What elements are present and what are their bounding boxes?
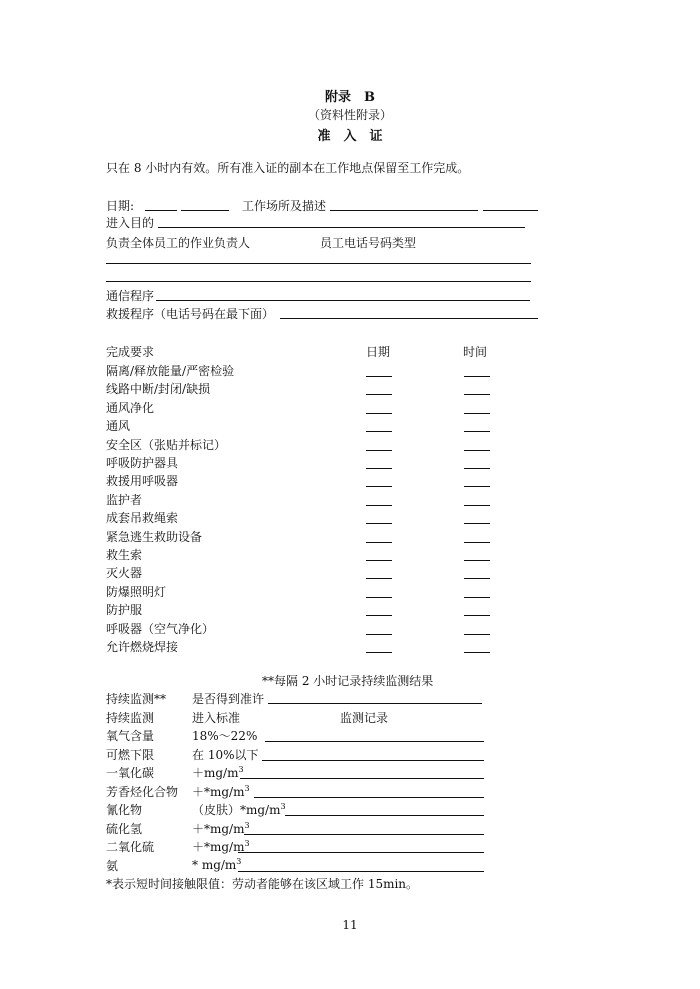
requirement-time-field[interactable] [464, 560, 490, 561]
monitoring-record-field[interactable] [254, 797, 484, 798]
requirement-time-field[interactable] [464, 542, 490, 543]
requirement-item: 通风净化 [106, 400, 155, 415]
permission-field[interactable] [268, 703, 482, 704]
requirement-time-field[interactable] [464, 413, 490, 414]
requirement-date-field[interactable] [366, 468, 392, 469]
requirement-item: 允许燃烧焊接 [106, 640, 179, 654]
monitoring-item-standard [192, 801, 286, 818]
monitoring-item-label: 一氧化碳 [106, 766, 155, 780]
page-number: 11 [342, 918, 358, 932]
monitoring-item-label: 氨 [106, 858, 119, 873]
requirement-date-field[interactable] [366, 394, 392, 395]
rescue-label: 救援程序（电话号码在最下面） [106, 307, 275, 321]
workplace-field[interactable] [330, 210, 478, 211]
requirement-time-field[interactable] [464, 597, 490, 598]
monitoring-item-standard [192, 820, 250, 837]
requirement-date-field[interactable] [366, 615, 392, 616]
workplace-field-2[interactable] [483, 210, 538, 211]
requirement-time-field[interactable] [464, 394, 490, 395]
standard-value: （皮肤）*mg/m [192, 803, 281, 817]
monitoring-record-field[interactable] [238, 871, 484, 872]
leader-label: 负责全体员工的作业负责人 [106, 236, 251, 250]
standard-value: 在 10%以下 [192, 747, 259, 762]
requirement-date-field[interactable] [366, 560, 392, 561]
leader-field[interactable] [106, 263, 531, 264]
requirement-time-field[interactable] [464, 615, 490, 616]
monitoring-item-label: 氧气含量 [106, 729, 155, 743]
monitoring-item-standard [192, 857, 241, 872]
comm-field[interactable] [156, 300, 530, 301]
comm-label: 通信程序 [106, 289, 155, 303]
requirement-time-field[interactable] [464, 634, 490, 635]
monitoring-record-field[interactable] [244, 834, 484, 835]
requirement-time-field[interactable] [464, 376, 490, 377]
requirement-time-field[interactable] [464, 486, 490, 487]
requirements-date-header: 日期 [366, 345, 391, 359]
monitoring-record-header: 监测记录 [340, 711, 389, 725]
standard-value: ＋*mg/m [192, 840, 245, 854]
entry-purpose-label: 进入目的 [106, 216, 155, 230]
requirement-time-field[interactable] [464, 431, 490, 432]
requirement-date-field[interactable] [366, 634, 392, 635]
monitoring-item-standard [192, 764, 244, 781]
requirement-time-field[interactable] [464, 523, 490, 524]
rescue-field[interactable] [280, 318, 538, 319]
monitoring-record-field[interactable] [262, 760, 484, 761]
monitoring-record-field[interactable] [265, 741, 484, 742]
monitoring-item-standard [192, 727, 257, 744]
footnote: *表示短时间接触限值：劳动者能够在该区域工作 15min。 [106, 877, 419, 891]
requirement-item: 防护服 [106, 603, 143, 618]
unit-superscript: 3 [238, 765, 244, 774]
entry-purpose-field[interactable] [158, 227, 525, 228]
monitoring-row2-label: 持续监测 [106, 711, 155, 725]
monitoring-item-label: 硫化氢 [106, 821, 143, 836]
date-field-1[interactable] [145, 210, 177, 211]
requirement-item: 灭火器 [106, 566, 143, 581]
monitoring-item-label: 氰化物 [106, 803, 143, 817]
monitoring-record-field[interactable] [285, 815, 484, 816]
requirement-date-field[interactable] [366, 376, 392, 377]
requirement-item: 线路中断/封闭/缺损 [106, 382, 211, 397]
requirement-date-field[interactable] [366, 578, 392, 579]
monitoring-row1-label: 持续监测** [106, 692, 167, 706]
requirement-time-field[interactable] [464, 450, 490, 451]
requirement-item: 救生索 [106, 548, 143, 562]
appendix-label: 附录 B [325, 90, 375, 105]
entry-standard-header: 进入标准 [192, 711, 241, 725]
unit-superscript: 3 [236, 856, 242, 866]
monitoring-item-standard [192, 783, 250, 800]
standard-value: ＋*mg/m [192, 784, 245, 799]
requirement-date-field[interactable] [366, 486, 392, 487]
requirement-date-field[interactable] [366, 652, 392, 653]
date-field-2[interactable] [181, 210, 229, 211]
monitoring-item-label: 可燃下限 [106, 747, 155, 762]
requirement-time-field[interactable] [464, 505, 490, 506]
requirement-item: 呼吸器（空气净化） [106, 621, 215, 636]
requirement-date-field[interactable] [366, 431, 392, 432]
monitoring-title: **每隔 2 小时记录持续监测结果 [262, 674, 434, 688]
workplace-label: 工作场所及描述 [242, 199, 327, 213]
requirement-time-field[interactable] [464, 652, 490, 653]
unit-superscript: 3 [280, 802, 286, 811]
standard-value: 18%～22% [192, 729, 258, 743]
requirement-date-field[interactable] [366, 523, 392, 524]
monitoring-record-field[interactable] [238, 852, 484, 853]
requirement-item: 防爆照明灯 [106, 584, 167, 599]
standard-value: ＋*mg/m [192, 821, 245, 836]
requirement-item: 紧急逃生救助设备 [106, 529, 203, 544]
requirement-item: 呼吸防护器具 [106, 456, 179, 470]
requirement-date-field[interactable] [366, 597, 392, 598]
monitoring-row1-text: 是否得到准许 [192, 692, 265, 706]
monitoring-item-label: 二氧化硫 [106, 840, 155, 854]
phone-field[interactable] [106, 281, 531, 282]
requirement-date-field[interactable] [366, 450, 392, 451]
requirement-item: 安全区（张贴并标记） [106, 437, 227, 452]
requirement-time-field[interactable] [464, 468, 490, 469]
date-label: 日期: [106, 199, 135, 213]
requirement-date-field[interactable] [366, 413, 392, 414]
standard-value: * mg/m [192, 857, 237, 872]
appendix-note: （资料性附录） [307, 108, 392, 122]
requirement-item: 成套吊救绳索 [106, 511, 179, 526]
monitoring-item-standard [192, 746, 259, 763]
unit-superscript: 3 [244, 820, 250, 830]
unit-superscript: 3 [244, 783, 250, 793]
monitoring-item-label: 芳香烃化合物 [106, 784, 179, 799]
unit-superscript: 3 [244, 839, 250, 848]
intro-text: 只在 8 小时内有效。所有准入证的副本在工作地点保留至工作完成。 [106, 161, 470, 175]
requirement-time-field[interactable] [464, 578, 490, 579]
requirement-item: 救援用呼吸器 [106, 474, 179, 489]
requirement-date-field[interactable] [366, 542, 392, 543]
monitoring-record-field[interactable] [240, 778, 484, 779]
page-title: 准 入 证 [317, 129, 383, 144]
requirement-item: 监护者 [106, 492, 143, 507]
requirements-time-header: 时间 [463, 345, 488, 359]
phone-label: 员工电话号码类型 [320, 236, 417, 250]
standard-value: ＋mg/m [192, 766, 239, 780]
requirement-date-field[interactable] [366, 505, 392, 506]
requirement-item: 隔离/释放能量/严密检验 [106, 364, 235, 378]
requirements-header: 完成要求 [106, 345, 155, 359]
requirement-item: 通风 [106, 419, 131, 434]
